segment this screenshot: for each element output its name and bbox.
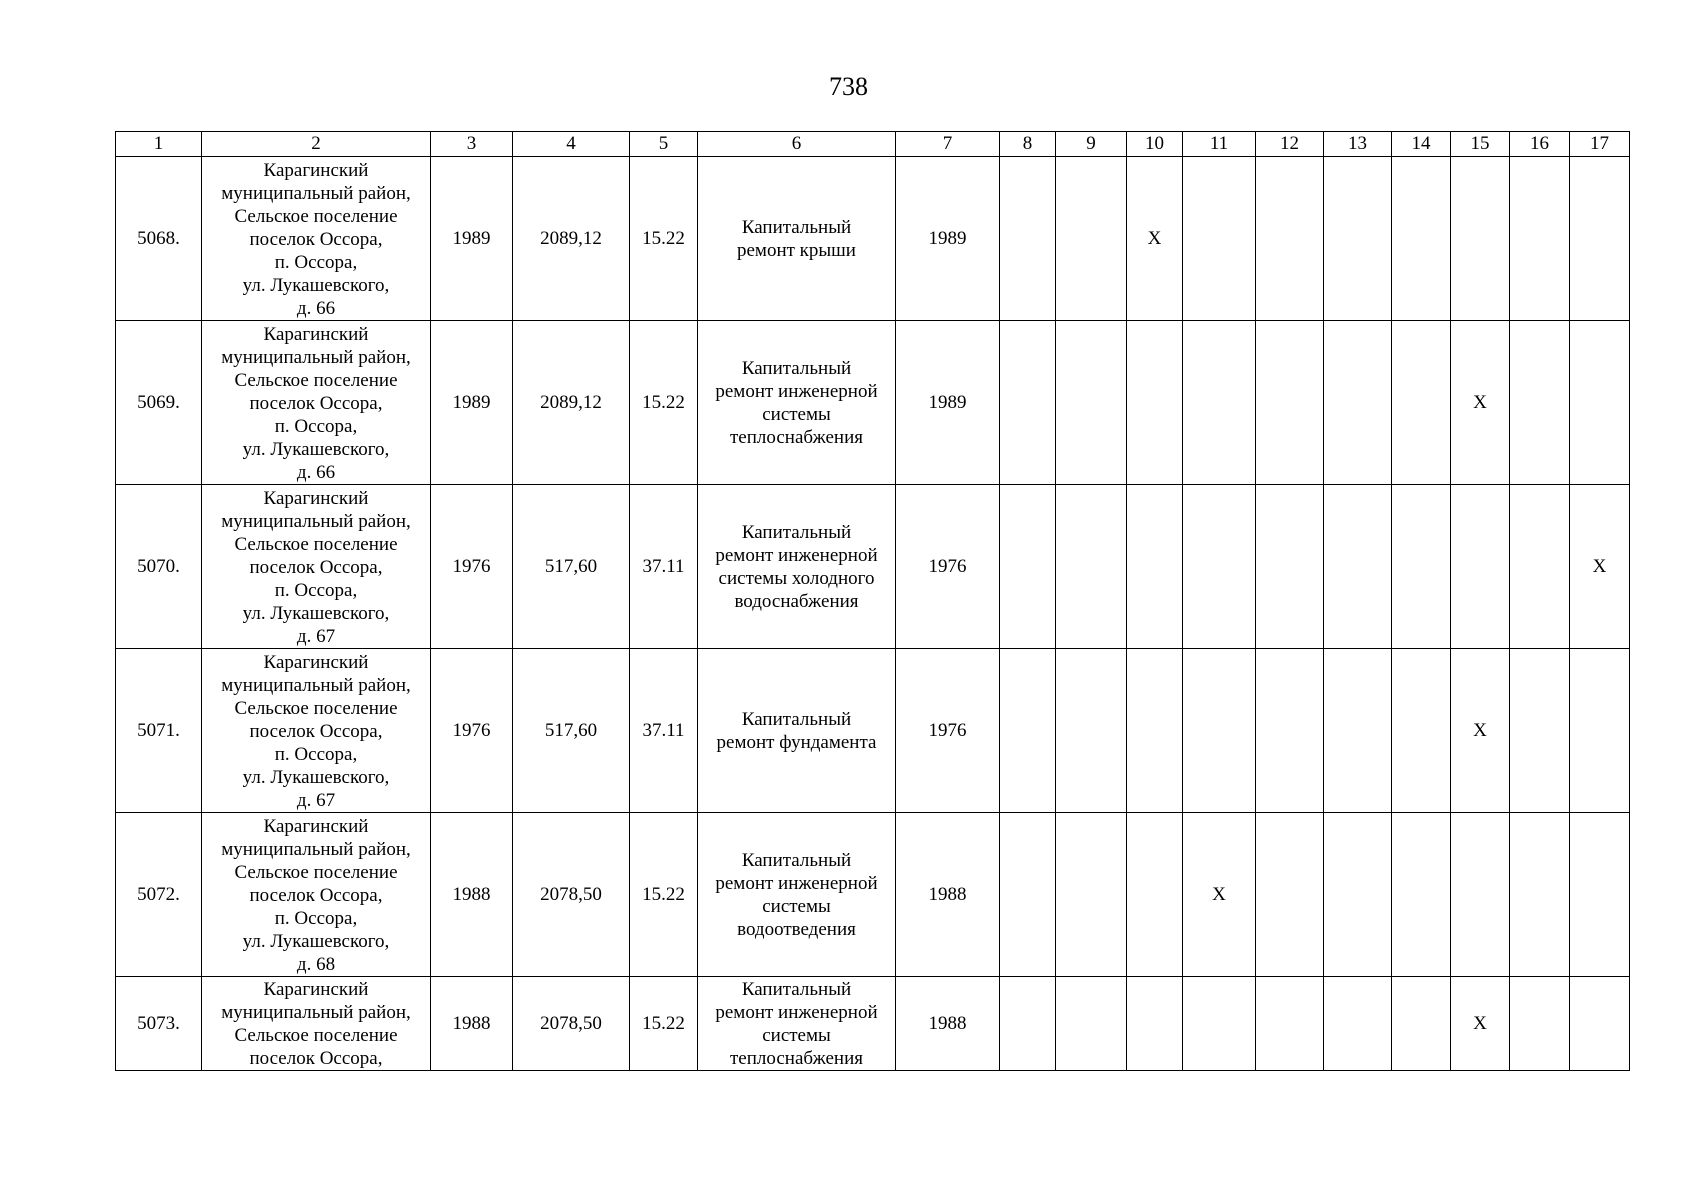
page-number: 738 — [829, 72, 868, 101]
header-row — [116, 132, 1630, 157]
mark-cell-col-17 — [1570, 157, 1630, 321]
address-line: п. Оссора, — [274, 579, 358, 601]
build-year: 1988 — [431, 977, 513, 1071]
mark-cell-col-15 — [1451, 813, 1510, 977]
mark-cell-col-14 — [1392, 813, 1451, 977]
column-header-14: 14 — [1392, 132, 1451, 157]
work-type-line: теплоснабжения — [730, 426, 863, 448]
column-header-4: 4 — [513, 132, 630, 157]
address-line: д. 66 — [296, 461, 336, 483]
mark-cell-col-9 — [1056, 157, 1127, 321]
column-header-7: 7 — [896, 132, 1000, 157]
mark-cell-col-12 — [1256, 157, 1324, 321]
mark-cell-col-17 — [1570, 977, 1630, 1071]
mark-cell-col-8 — [1000, 157, 1056, 321]
address-cell — [202, 157, 431, 321]
planned-year: 1988 — [896, 813, 1000, 977]
column-header-11: 11 — [1183, 132, 1256, 157]
work-type-line: Капитальный — [741, 216, 852, 238]
wear-percent: 15.22 — [630, 321, 698, 485]
mark-cell-col-12 — [1256, 321, 1324, 485]
total-area: 2078,50 — [513, 977, 630, 1071]
mark-cell-col-8 — [1000, 485, 1056, 649]
column-header-3: 3 — [431, 132, 513, 157]
column-header-8: 8 — [1000, 132, 1056, 157]
work-type-line: Капитальный — [741, 708, 852, 730]
mark-cell-col-14 — [1392, 485, 1451, 649]
registry-table — [115, 131, 1630, 1071]
address-line: д. 66 — [296, 297, 336, 319]
mark-cell-col-12 — [1256, 485, 1324, 649]
build-year: 1976 — [431, 649, 513, 813]
work-type-line: системы холодного — [718, 567, 875, 589]
work-type-line: Капитальный — [741, 849, 852, 871]
address-line: Сельское поселение — [234, 1025, 398, 1046]
mark-cell-col-17 — [1570, 321, 1630, 485]
column-header-5: 5 — [630, 132, 698, 157]
mark-cell-col-11 — [1183, 157, 1256, 321]
mark-cell-col-16 — [1510, 977, 1570, 1071]
address-line: поселок Оссора, — [249, 556, 383, 578]
address-line: п. Оссора, — [274, 415, 358, 437]
address-line: Сельское поселение — [234, 205, 398, 227]
work-type-line: теплоснабжения — [730, 1047, 863, 1069]
wear-percent: 37.11 — [630, 485, 698, 649]
row-number: 5071. — [116, 649, 202, 813]
mark-cell-col-12 — [1256, 649, 1324, 813]
address-line: ул. Лукашевского, — [242, 602, 390, 624]
address-line: Карагинский — [263, 815, 369, 837]
mark-cell-col-11 — [1183, 321, 1256, 485]
wear-percent: 15.22 — [630, 977, 698, 1071]
row-number: 5073. — [116, 977, 202, 1071]
address-line: ул. Лукашевского, — [242, 274, 390, 296]
build-year: 1989 — [431, 157, 513, 321]
work-type-line: ремонт инженерной — [715, 544, 878, 566]
planned-year: 1989 — [896, 157, 1000, 321]
address-line: муниципальный район, — [221, 182, 411, 204]
column-header-17: 17 — [1570, 132, 1630, 157]
mark-cell-col-9 — [1056, 813, 1127, 977]
wear-percent: 37.11 — [630, 649, 698, 813]
mark-cell-col-11 — [1183, 485, 1256, 649]
address-line: д. 68 — [296, 953, 336, 975]
work-type-line: водоотведения — [737, 918, 856, 940]
mark-cell-col-15: X — [1451, 977, 1510, 1071]
address-line: поселок Оссора, — [249, 228, 383, 250]
planned-year: 1976 — [896, 649, 1000, 813]
table-row — [116, 157, 1630, 321]
mark-cell-col-13 — [1324, 649, 1392, 813]
address-line: Сельское поселение — [234, 533, 398, 555]
column-header-12: 12 — [1256, 132, 1324, 157]
work-type-cell — [698, 321, 896, 485]
address-line: Карагинский — [263, 487, 369, 509]
work-type-cell — [698, 813, 896, 977]
address-cell — [202, 321, 431, 485]
mark-cell-col-12 — [1256, 813, 1324, 977]
table-row — [116, 813, 1630, 977]
address-line: Карагинский — [263, 323, 369, 345]
mark-cell-col-13 — [1324, 977, 1392, 1071]
total-area: 2089,12 — [513, 157, 630, 321]
mark-cell-col-8 — [1000, 649, 1056, 813]
address-cell — [202, 813, 431, 977]
work-type-line: Капитальный — [741, 978, 852, 1000]
planned-year: 1976 — [896, 485, 1000, 649]
build-year: 1989 — [431, 321, 513, 485]
work-type-line: системы — [762, 1024, 831, 1046]
mark-cell-col-16 — [1510, 813, 1570, 977]
mark-cell-col-11 — [1183, 977, 1256, 1071]
mark-cell-col-10: X — [1127, 157, 1183, 321]
mark-cell-col-8 — [1000, 321, 1056, 485]
address-line: Сельское поселение — [234, 697, 398, 719]
mark-cell-col-16 — [1510, 485, 1570, 649]
mark-cell-col-9 — [1056, 321, 1127, 485]
address-line: Карагинский — [263, 651, 369, 673]
mark-cell-col-10 — [1127, 977, 1183, 1071]
mark-cell-col-14 — [1392, 977, 1451, 1071]
mark-cell-col-10 — [1127, 321, 1183, 485]
mark-cell-col-16 — [1510, 649, 1570, 813]
address-line: Сельское поселение — [234, 369, 398, 391]
row-number: 5070. — [116, 485, 202, 649]
total-area: 517,60 — [513, 649, 630, 813]
mark-cell-col-16 — [1510, 157, 1570, 321]
row-number: 5068. — [116, 157, 202, 321]
mark-cell-col-11: X — [1183, 813, 1256, 977]
column-header-16: 16 — [1510, 132, 1570, 157]
mark-cell-col-8 — [1000, 977, 1056, 1071]
address-line: д. 67 — [296, 789, 336, 811]
work-type-cell — [698, 649, 896, 813]
address-line: ул. Лукашевского, — [242, 438, 390, 460]
planned-year: 1988 — [896, 977, 1000, 1071]
mark-cell-col-16 — [1510, 321, 1570, 485]
mark-cell-col-15: X — [1451, 649, 1510, 813]
mark-cell-col-8 — [1000, 813, 1056, 977]
address-line: муниципальный район, — [221, 838, 411, 860]
wear-percent: 15.22 — [630, 813, 698, 977]
work-type-cell — [698, 485, 896, 649]
address-line: п. Оссора, — [274, 743, 358, 765]
work-type-line: Капитальный — [741, 357, 852, 379]
address-line: муниципальный район, — [221, 674, 411, 696]
work-type-cell — [698, 157, 896, 321]
row-number: 5072. — [116, 813, 202, 977]
mark-cell-col-10 — [1127, 813, 1183, 977]
total-area: 2089,12 — [513, 321, 630, 485]
mark-cell-col-17 — [1570, 813, 1630, 977]
mark-cell-col-9 — [1056, 649, 1127, 813]
address-line: д. 67 — [296, 625, 336, 647]
work-type-line: системы — [762, 403, 831, 425]
table-row — [116, 649, 1630, 813]
address-line: ул. Лукашевского, — [242, 766, 390, 788]
table-row — [116, 321, 1630, 485]
address-line: муниципальный район, — [221, 346, 411, 368]
total-area: 2078,50 — [513, 813, 630, 977]
mark-cell-col-11 — [1183, 649, 1256, 813]
work-type-line: ремонт инженерной — [715, 872, 878, 894]
mark-cell-col-14 — [1392, 649, 1451, 813]
mark-cell-col-9 — [1056, 485, 1127, 649]
address-line: п. Оссора, — [274, 251, 358, 273]
work-type-line: водоснабжения — [734, 590, 859, 612]
mark-cell-col-14 — [1392, 321, 1451, 485]
column-header-6: 6 — [698, 132, 896, 157]
work-type-line: ремонт фундамента — [716, 731, 877, 753]
mark-cell-col-17 — [1570, 649, 1630, 813]
address-line: муниципальный район, — [221, 510, 411, 532]
address-line: п. Оссора, — [274, 907, 358, 929]
column-header-15: 15 — [1451, 132, 1510, 157]
build-year: 1976 — [431, 485, 513, 649]
total-area: 517,60 — [513, 485, 630, 649]
column-header-13: 13 — [1324, 132, 1392, 157]
mark-cell-col-10 — [1127, 485, 1183, 649]
address-line: поселок Оссора, — [249, 1048, 383, 1069]
address-line: ул. Лукашевского, — [242, 930, 390, 952]
address-line: поселок Оссора, — [249, 392, 383, 414]
address-line: Карагинский — [263, 159, 369, 181]
address-cell — [202, 977, 431, 1071]
address-line: поселок Оссора, — [249, 720, 383, 742]
work-type-line: ремонт инженерной — [715, 1001, 878, 1023]
address-line: Карагинский — [263, 979, 369, 1000]
column-header-1: 1 — [116, 132, 202, 157]
planned-year: 1989 — [896, 321, 1000, 485]
mark-cell-col-13 — [1324, 813, 1392, 977]
wear-percent: 15.22 — [630, 157, 698, 321]
column-header-2: 2 — [202, 132, 431, 157]
mark-cell-col-15: X — [1451, 321, 1510, 485]
mark-cell-col-13 — [1324, 485, 1392, 649]
mark-cell-col-15 — [1451, 157, 1510, 321]
work-type-line: ремонт крыши — [737, 239, 856, 261]
column-header-9: 9 — [1056, 132, 1127, 157]
address-line: муниципальный район, — [221, 1002, 411, 1023]
table-row — [116, 977, 1630, 1071]
address-cell — [202, 485, 431, 649]
build-year: 1988 — [431, 813, 513, 977]
mark-cell-col-15 — [1451, 485, 1510, 649]
mark-cell-col-17: X — [1570, 485, 1630, 649]
column-header-10: 10 — [1127, 132, 1183, 157]
mark-cell-col-13 — [1324, 157, 1392, 321]
work-type-line: Капитальный — [741, 521, 852, 543]
mark-cell-col-10 — [1127, 649, 1183, 813]
address-line: Сельское поселение — [234, 861, 398, 883]
table-row — [116, 485, 1630, 649]
mark-cell-col-12 — [1256, 977, 1324, 1071]
mark-cell-col-13 — [1324, 321, 1392, 485]
mark-cell-col-14 — [1392, 157, 1451, 321]
work-type-line: ремонт инженерной — [715, 380, 878, 402]
row-number: 5069. — [116, 321, 202, 485]
address-cell — [202, 649, 431, 813]
mark-cell-col-9 — [1056, 977, 1127, 1071]
work-type-cell — [698, 977, 896, 1071]
address-line: поселок Оссора, — [249, 884, 383, 906]
work-type-line: системы — [762, 895, 831, 917]
